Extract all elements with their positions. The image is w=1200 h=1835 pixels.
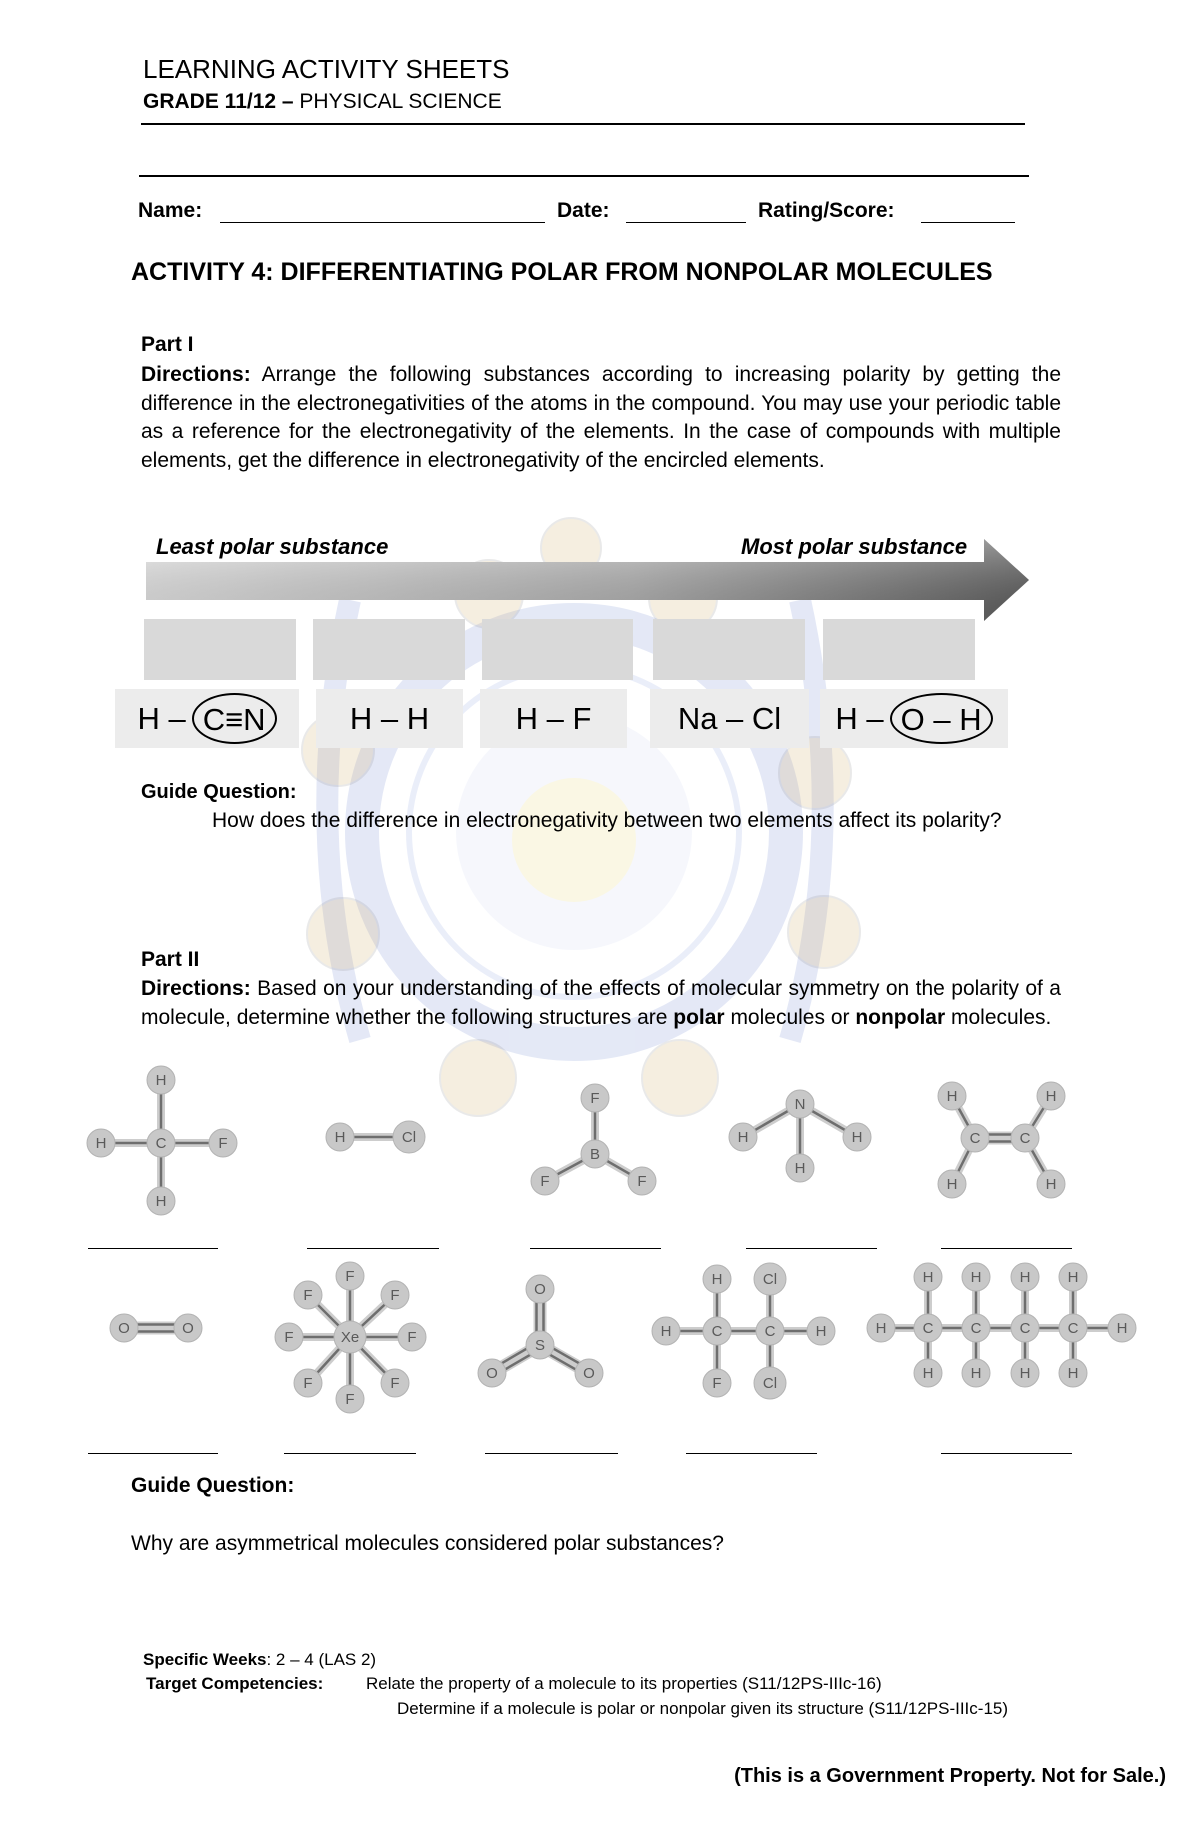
atom-label: H [1045,1088,1057,1105]
sheet-title: LEARNING ACTIVITY SHEETS [143,54,510,84]
atom-label: H [1116,1320,1128,1337]
atom-label: H [155,1193,167,1210]
atom [334,1321,366,1353]
atom-label: H [660,1323,672,1340]
most-polar-label: Most polar substance [741,534,968,559]
molecule-answer-blank-4 [746,1248,877,1249]
atom [1011,1314,1039,1342]
atom [652,1317,680,1345]
part1-heading: Part I [141,333,194,356]
atom [786,1154,814,1182]
atom-label: O [486,1365,498,1382]
atom-label: C [970,1320,982,1337]
atom-label: H [946,1088,958,1105]
formula-card-hh [316,689,463,748]
nonpolar-keyword: nonpolar [855,1005,946,1029]
atom [867,1314,895,1342]
atom [1059,1263,1087,1291]
atom-label: O [583,1365,595,1382]
atom-label: H [711,1271,723,1288]
atom [807,1317,835,1345]
atom-label: H [737,1129,749,1146]
government-property-notice: (This is a Government Property. Not for Sale.) [734,1765,1166,1787]
answer-box-3 [482,619,633,680]
atom-label: H [815,1323,827,1340]
grade-label: GRADE 11/12 – [143,90,294,113]
atom [581,1140,609,1168]
atom-label: O [534,1281,546,1298]
polar-keyword: polar [673,1005,725,1029]
atom [729,1123,757,1151]
atom-label: O [118,1320,130,1337]
competency-1: Relate the property of a molecule to its properties (S11/12PS-IIIc-16) [366,1674,882,1693]
atom [147,1187,175,1215]
atom-label: H [155,1072,167,1089]
atom-label: F [390,1375,400,1392]
atom [1011,1263,1039,1291]
atom [326,1123,354,1151]
part2-heading: Part II [141,948,200,971]
atom-label: H [875,1320,887,1337]
atom [381,1281,409,1309]
atom [703,1369,731,1397]
atom-label: S [534,1337,546,1354]
atom-label: C [155,1135,167,1152]
molecule-5 [938,1082,1065,1198]
molecule-10 [867,1263,1136,1387]
atom [1037,1170,1065,1198]
atom [703,1317,731,1345]
atom [914,1314,942,1342]
atom-label: H [970,1365,982,1382]
answer-box-5 [823,619,975,680]
part1-guide-question: How does the difference in electronegativity between two elements affect its polarity? [212,809,1002,832]
atom [962,1314,990,1342]
part1-guide-label: Guide Question: [141,781,297,803]
atom [575,1359,603,1387]
atom-label: H [1045,1176,1057,1193]
atom [398,1323,426,1351]
atom-label: C [969,1130,981,1147]
atom-label: H [970,1269,982,1286]
score-label: Rating/Score: [758,199,895,222]
part2-guide-label: Guide Question: [131,1474,295,1497]
least-polar-label: Least polar substance [156,534,389,559]
atom-label: H [1067,1365,1079,1382]
atom-label: F [303,1375,313,1392]
atom [754,1367,786,1399]
atom-label: F [345,1391,355,1408]
atom [275,1323,303,1351]
atom-label: H [946,1176,958,1193]
molecule-1 [87,1066,237,1215]
answer-box-1 [144,619,296,680]
formula-card-nacl [650,689,809,748]
atom-label: F [540,1173,550,1190]
atom [110,1314,138,1342]
part1-directions-text: Arrange the following substances according to increasing polarity by getting the difference in the electronegativities of the atoms in the compound. You may use your periodic table as a reference for the electronegativity of the elements. In the case of compounds with multiple elements, get the difference in electronegativity of the encircled elements. [141,363,1061,472]
atom [1037,1082,1065,1110]
molecule-3 [531,1084,656,1195]
atom [1108,1314,1136,1342]
molecule-9 [652,1263,835,1399]
atom-label: N [794,1096,806,1113]
atom [1059,1359,1087,1387]
atom [1011,1124,1039,1152]
atom [174,1314,202,1342]
atom [703,1265,731,1293]
atom-label: F [218,1135,228,1152]
atom-label: C [1067,1320,1079,1337]
molecule-8 [478,1275,603,1387]
atom-label: C [764,1323,776,1340]
atom [914,1263,942,1291]
atom [294,1281,322,1309]
atom-label: F [590,1090,600,1107]
formula-prefix: H – [137,700,186,736]
formula-card-hoh [820,689,1008,748]
atom-label: O [182,1320,194,1337]
atom [336,1262,364,1290]
atom-label: C [1019,1320,1031,1337]
atom [914,1359,942,1387]
atom-label: H [1019,1365,1031,1382]
encircled-atoms: O – H [890,693,993,744]
atom [526,1275,554,1303]
atom-label: H [1067,1269,1079,1286]
molecule-6 [110,1314,202,1342]
part2-guide-question: Why are asymmetrical molecules considered polar substances? [131,1532,724,1555]
molecule-answer-blank-1 [88,1248,218,1249]
atom-label: F [303,1287,313,1304]
part2-directions-text-3: molecules. [945,1005,1052,1029]
molecule-answer-blank-6 [88,1453,218,1454]
molecule-2 [326,1121,425,1153]
atom [1011,1359,1039,1387]
formula-text: H – H [349,700,430,736]
weeks-value: : 2 – 4 (LAS 2) [266,1650,377,1669]
formula-text: Na – Cl [677,700,782,736]
atom [581,1084,609,1112]
part2-directions-text-2: molecules or [724,1005,856,1029]
molecule-structures [0,1060,1200,1420]
molecule-answer-blank-2 [307,1248,439,1249]
answer-box-4 [653,619,805,680]
formula-card-hcn [115,689,299,748]
formula-card-hf [480,689,627,748]
molecule-4 [729,1090,871,1182]
atom-label: H [851,1129,863,1146]
part1-directions-label: Directions: [141,363,251,386]
atom [147,1129,175,1157]
atom-label: Xe [340,1329,360,1346]
atom-label: C [1019,1130,1031,1147]
formula-prefix: H – [835,700,884,736]
atom-label: H [922,1365,934,1382]
atom [756,1317,784,1345]
atom-label: F [390,1287,400,1304]
subject-label: PHYSICAL SCIENCE [293,90,502,113]
part2-directions-text-1: Based on your understanding of the effects of molecular symmetry on the polarity of a molecule, determine whether the following structures are [141,977,1061,1029]
atom-label: H [95,1135,107,1152]
atom-label: Cl [762,1375,778,1392]
atom-label: F [345,1268,355,1285]
molecule-answer-blank-7 [284,1453,416,1454]
atom-label: F [712,1375,722,1392]
atom [628,1167,656,1195]
name-label: Name: [138,199,203,222]
atom [336,1385,364,1413]
molecule-answer-blank-9 [686,1453,817,1454]
atom [87,1129,115,1157]
date-label: Date: [557,199,610,222]
formula-text: H – F [515,700,592,736]
atom [294,1369,322,1397]
weeks-label: Specific Weeks [143,1650,267,1669]
atom [938,1170,966,1198]
activity-title: ACTIVITY 4: DIFFERENTIATING POLAR FROM NONPOLAR MOLECULES [131,258,993,286]
atom-label: Cl [401,1129,417,1146]
atom-label: F [407,1329,417,1346]
atom [962,1359,990,1387]
competencies-label: Target Competencies: [146,1674,324,1693]
atom [147,1066,175,1094]
atom-label: H [334,1129,346,1146]
atom-label: H [794,1160,806,1177]
atom-label: B [589,1146,601,1163]
atom [961,1124,989,1152]
part2-directions-label: Directions: [141,977,251,1000]
atom [526,1331,554,1359]
atom [209,1129,237,1157]
specific-weeks [143,1649,376,1671]
atom [531,1167,559,1195]
atom-label: F [637,1173,647,1190]
part2-directions [141,975,1061,1032]
atom [786,1090,814,1118]
atom-label: Cl [762,1271,778,1288]
atom [938,1082,966,1110]
encircled-atoms: C≡N [192,693,277,744]
atom [1059,1314,1087,1342]
atom-label: H [922,1269,934,1286]
atom-label: F [284,1329,294,1346]
molecule-answer-blank-10 [941,1453,1072,1454]
atom [962,1263,990,1291]
answer-box-2 [313,619,465,680]
atom-label: H [1019,1269,1031,1286]
atom [381,1369,409,1397]
molecule-answer-blank-3 [530,1248,661,1249]
atom [393,1121,425,1153]
atom [754,1263,786,1295]
competency-2: Determine if a molecule is polar or nonpolar given its structure (S11/12PS-IIIc-15) [397,1699,1009,1718]
atom-label: C [711,1323,723,1340]
molecule-answer-blank-8 [485,1453,618,1454]
atom [478,1359,506,1387]
molecule-7 [275,1262,426,1413]
atom [843,1123,871,1151]
atom-label: C [922,1320,934,1337]
molecule-answer-blank-5 [941,1248,1072,1249]
